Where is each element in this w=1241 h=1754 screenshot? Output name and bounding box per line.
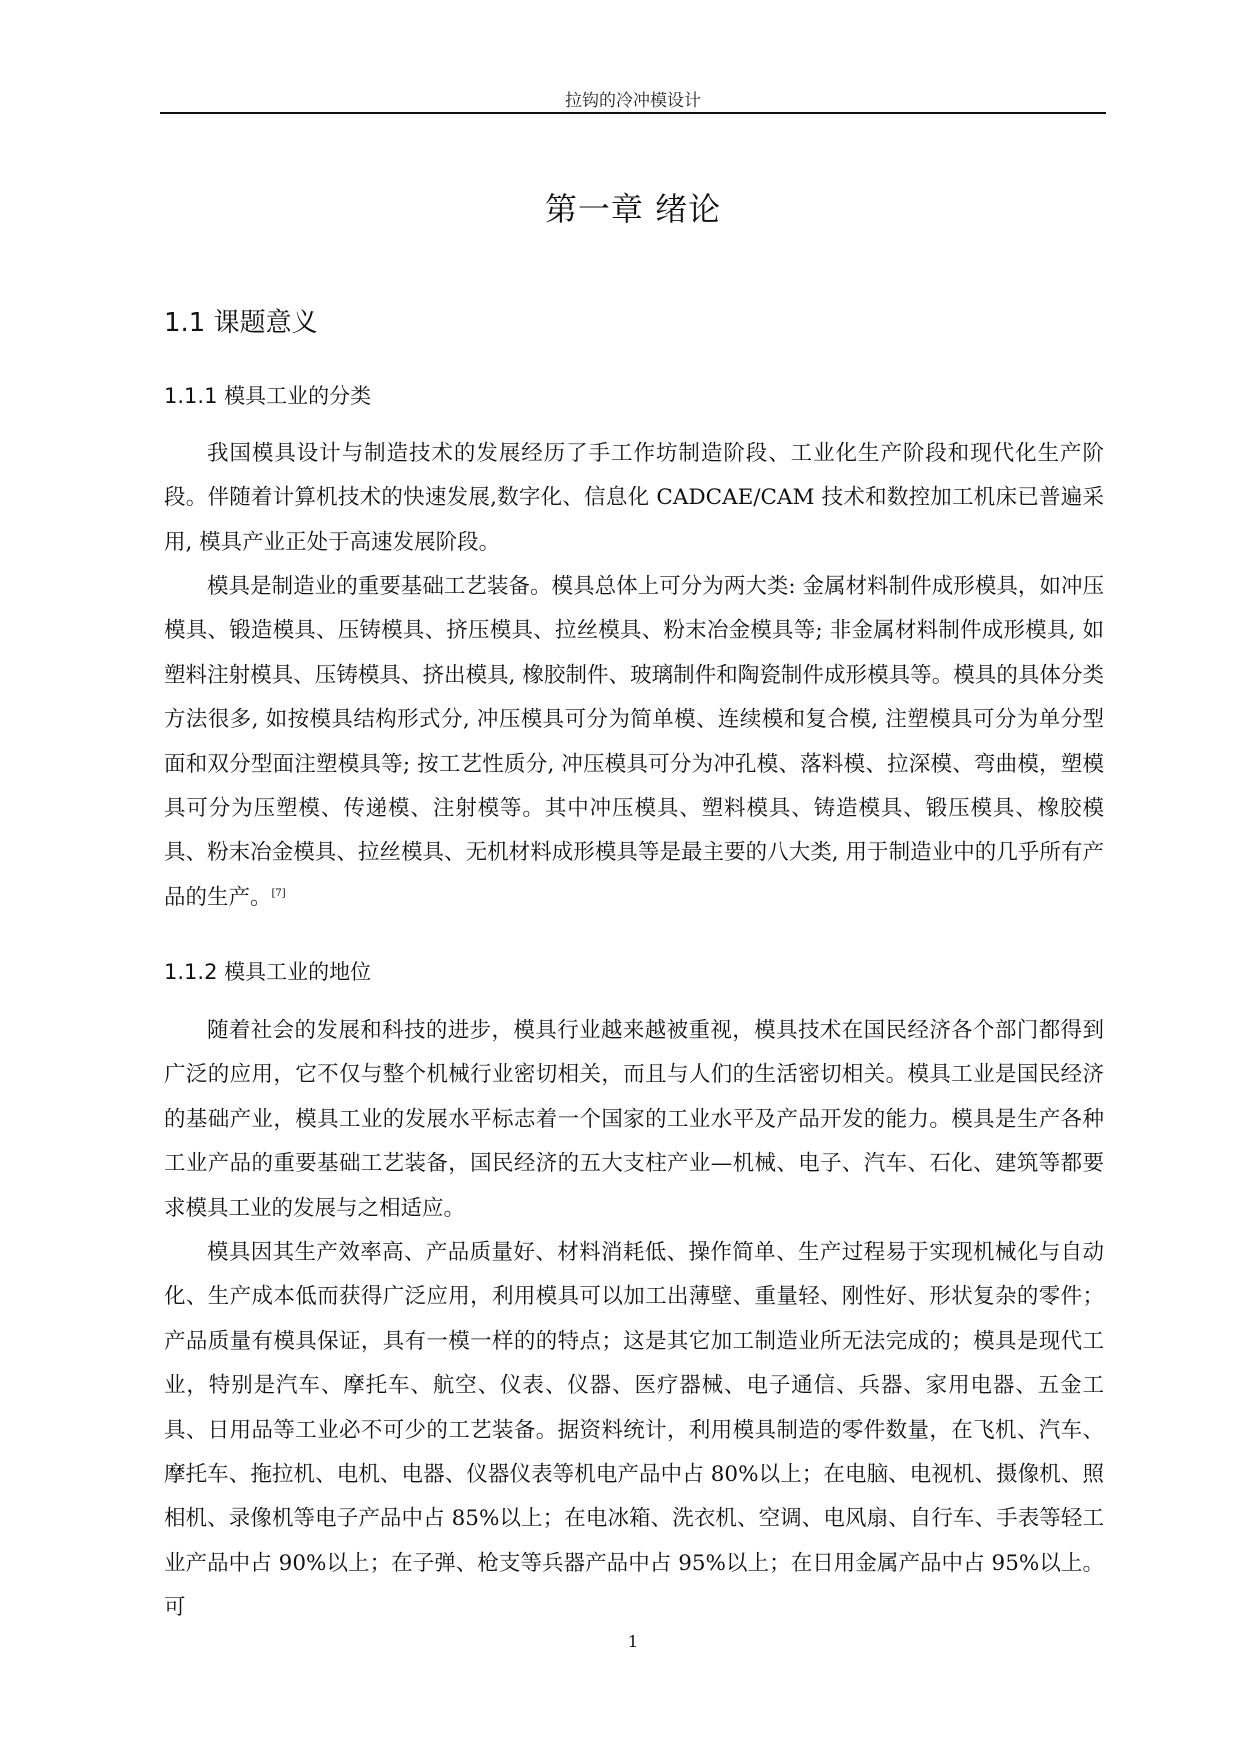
paragraph-1-1-1-a: 我国模具设计与制造技术的发展经历了手工作坊制造阶段、工业化生产阶段和现代化生产阶段。伴随着计算机技术的快速发展,数字化、信息化 CADCAE/CAM 技术和数控加工机床已普遍采用, 模具产业正处于高速发展阶段。: [164, 441, 1104, 555]
chapter-title: 第一章 绪论: [544, 190, 722, 228]
paragraph-1-1-1-b-text: 模具是制造业的重要基础工艺装备。模具总体上可分为两大类: 金属材料制件成形模具，如冲压模具、锻造模具、压铸模具、挤压模具、拉丝模具、粉末冶金模具等; 非金属材料制件成形模具, 如塑料注射模具、压铸模具、挤出模具, 橡胶制件、玻璃制件和陶瓷制件成形模具等。模具的具体分类方法很多, 如按模具结构形式分, 冲压模具可分为简单模、连续模和复合模, 注塑模具可分为单分型面和双分型面注塑模具等; 按工艺性质分, 冲压模具可分为冲孔模、落料模、拉深模、弯曲模，塑模具可分为压塑模、传递模、注射模等。其中冲压模具、塑料模具、铸造模具、锻压模具、橡胶模具、粉末冶金模具、拉丝模具、无机材料成形模具等是最主要的八大类, 用于制造业中的几乎所有产品的生产。: [164, 574, 1104, 910]
paragraph-1-1-2-a: 随着社会的发展和科技的进步，模具行业越来越被重视，模具技术在国民经济各个部门都得到广泛的应用，它不仅与整个机械行业密切相关，而且与人们的生活密切相关。模具工业是国民经济的基础产业，模具工业的发展水平标志着一个国家的工业水平及产品开发的能力。模具是生产各种工业产品的重要基础工艺装备，国民经济的五大支柱产业—机械、电子、汽车、石化、建筑等都要求模具工业的发展与之相适应。: [164, 1018, 1104, 1221]
section-heading-1-1-1: 1.1.1 模具工业的分类: [164, 384, 372, 408]
header-rule: [160, 112, 1106, 114]
running-header: 拉钩的冷冲模设计: [565, 91, 701, 111]
citation-marker: [7]: [271, 887, 286, 899]
page-number: 1: [627, 1632, 639, 1651]
section-heading-1-1-2: 1.1.2 模具工业的地位: [164, 960, 372, 984]
paragraph-1-1-2-b: 模具因其生产效率高、产品质量好、材料消耗低、操作简单、生产过程易于实现机械化与自动化、生产成本低而获得广泛应用，利用模具可以加工出薄壁、重量轻、刚性好、形状复杂的零件；产品质量有模具保证，具有一模一样的的特点；这是其它加工制造业所无法完成的；模具是现代工业，特别是汽车、摩托车、航空、仪表、仪器、医疗器械、电子通信、兵器、家用电器、五金工具、日用品等工业必不可少的工艺装备。据资料统计，利用模具制造的零件数量，在飞机、汽车、摩托车、拖拉机、电机、电器、仪器仪表等机电产品中占 80%以上；在电脑、电视机、摄像机、照相机、录像机等电子产品中占 85%以上；在电冰箱、洗衣机、空调、电风扇、自行车、手表等轻工业产品中占 90%以上；在子弹、枪支等兵器产品中占 95%以上；在日用金属产品中占 95%以上。可: [164, 1240, 1104, 1621]
section-heading-1-1: 1.1 课题意义: [164, 308, 318, 338]
paragraph-1-1-1-b: [164, 565, 1104, 920]
